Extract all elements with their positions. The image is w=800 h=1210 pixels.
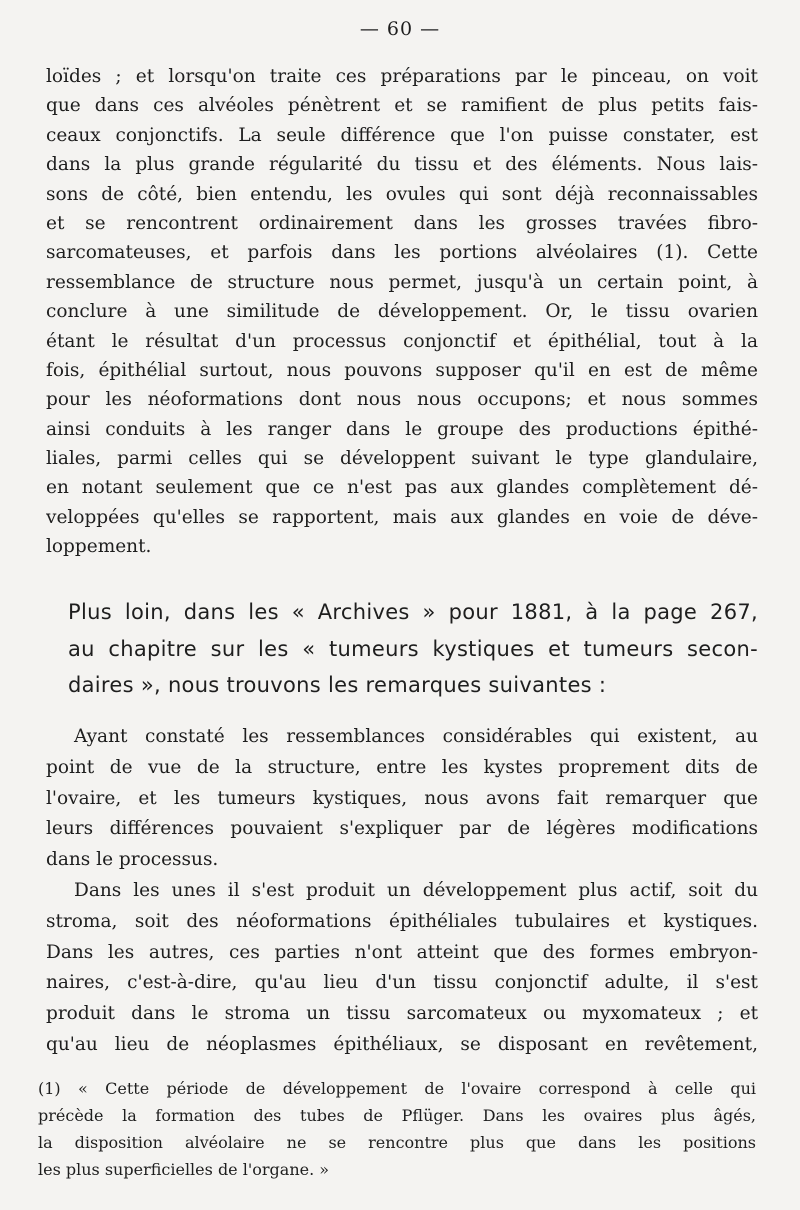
text-line: fois, épithélial surtout, nous pouvons supposer qu'il en est de même	[46, 359, 758, 381]
footnote	[38, 1075, 756, 1183]
text-line: sons de côté, bien entendu, les ovules qui sont déjà reconnaissables	[46, 183, 758, 205]
text-line: daires », nous trouvons les remarques suivantes :	[68, 673, 607, 697]
text-line: ressemblance de structure nous permet, jusqu'à un certain point, à	[46, 271, 758, 293]
footnote-line: les plus superficielles de l'organe. »	[38, 1160, 330, 1179]
footnote-line: (1) « Cette période de développement de l'ovaire correspond à celle qui	[38, 1079, 756, 1098]
text-line: conclure à une similitude de développement. Or, le tissu ovarien	[46, 301, 758, 323]
text-line: Dans les autres, ces parties n'ont atteint que des formes embryon-	[46, 941, 758, 963]
text-line: ainsi conduits à les ranger dans le groupe des productions épithé-	[46, 418, 758, 440]
paragraph-2	[68, 594, 758, 704]
text-line: pour les néoformations dont nous nous occupons; et nous sommes	[46, 389, 758, 411]
text-line: produit dans le stroma un tissu sarcomateux ou myxomateux ; et	[46, 1003, 758, 1025]
text-line: au chapitre sur les « tumeurs kystiques et tumeurs secon-	[68, 636, 758, 661]
paragraph-3	[46, 722, 758, 1061]
text-line: veloppées qu'elles se rapportent, mais aux glandes en voie de déve-	[46, 506, 758, 528]
text-line: en notant seulement que ce n'est pas aux glandes complètement dé-	[46, 477, 758, 499]
footnote-line: la disposition alvéolaire ne se rencontre plus que dans les positions	[38, 1133, 756, 1152]
paragraph-1	[46, 62, 758, 562]
text-line: loïdes ; et lorsqu'on traite ces préparations par le pinceau, on voit	[46, 66, 758, 87]
text-line: stroma, soit des néoformations épithéliales tubulaires et kystiques.	[46, 910, 758, 932]
page-number: — 60 —	[359, 18, 441, 40]
text-line: leurs différences pouvaient s'expliquer par de légères modifications	[46, 818, 758, 840]
text-line: que dans ces alvéoles pénètrent et se ramifient de plus petits fais-	[46, 95, 758, 117]
text-line: Ayant constaté les ressemblances considérables qui existent, au	[74, 726, 758, 747]
text-line: liales, parmi celles qui se développent suivant le type glandulaire,	[46, 448, 758, 470]
text-line: sarcomateuses, et parfois dans les portions alvéolaires (1). Cette	[46, 242, 758, 264]
text-line: dans la plus grande régularité du tissu et des éléments. Nous lais-	[46, 154, 758, 176]
text-line: naires, c'est-à-dire, qu'au lieu d'un tissu conjonctif adulte, il s'est	[46, 972, 758, 994]
text-line: loppement.	[46, 536, 152, 558]
footnote-line: précède la formation des tubes de Pflüger. Dans les ovaires plus âgés,	[38, 1106, 756, 1125]
text-line: et se rencontrent ordinairement dans les grosses travées fibro-	[46, 212, 758, 234]
text-line: Dans les unes il s'est produit un développement plus actif, soit du	[74, 879, 758, 901]
text-line: ceaux conjonctifs. La seule différence que l'on puisse constater, est	[46, 124, 758, 146]
text-line: étant le résultat d'un processus conjonctif et épithélial, tout à la	[46, 330, 758, 352]
text-line: dans le processus.	[46, 849, 219, 871]
text-line: qu'au lieu de néoplasmes épithéliaux, se disposant en revêtement,	[46, 1033, 758, 1055]
text-line: point de vue de la structure, entre les kystes proprement dits de	[46, 756, 758, 778]
text-line: Plus loin, dans les « Archives » pour 1881, à la page 267,	[68, 600, 758, 624]
text-line: l'ovaire, et les tumeurs kystiques, nous avons fait remarquer que	[46, 787, 758, 809]
